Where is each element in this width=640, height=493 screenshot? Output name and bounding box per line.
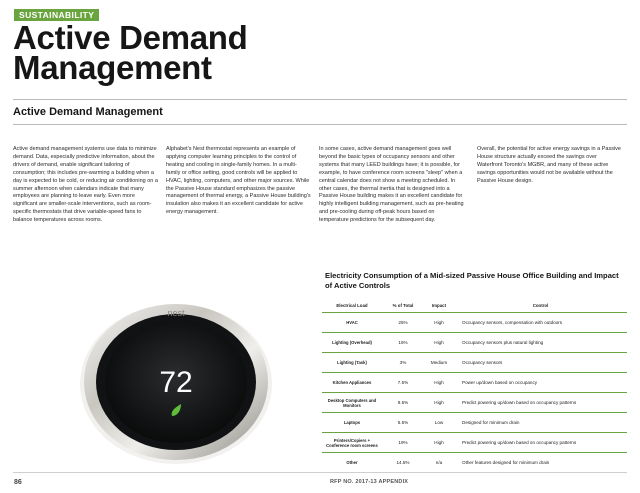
- col-header-load: Electrical Load: [322, 299, 382, 313]
- page-title-line-2: Management: [13, 49, 212, 86]
- cell-load: Other: [322, 453, 382, 473]
- running-footer: RFP NO. 2017-13 APPENDIX: [330, 479, 409, 485]
- cell-impact: High: [424, 393, 454, 413]
- cell-load: Lighting (Task): [322, 353, 382, 373]
- table-header-row: [322, 299, 627, 313]
- table-row: [322, 453, 627, 473]
- col-header-impact: Impact: [424, 299, 454, 313]
- cell-control: Occupancy sensors: [454, 353, 627, 373]
- table-row: [322, 353, 627, 373]
- table-row: [322, 433, 627, 453]
- cell-percent: 3%: [382, 353, 424, 373]
- cell-percent: 14.5%: [382, 453, 424, 473]
- table-row: [322, 413, 627, 433]
- cell-impact: Medium: [424, 353, 454, 373]
- cell-percent: 16%: [382, 333, 424, 353]
- electricity-table: [322, 299, 627, 473]
- cell-impact: High: [424, 333, 454, 353]
- nest-thermostat-image: [77, 300, 275, 465]
- body-column-3: In some cases, active demand management goes well beyond the basic types of occupancy sensors and other systems that many LEED buildings have; it is possible, for example, to have conference room screens "sleep" when a central calendar does not show a meeting scheduled. In other cases, the thermal inertia that is designed into a Passive House building makes it an excellent candidate for highly intelligent building management, such as pre-heating and pre-cooling during off-peak hours based on temperature predictions for the subsequent day.: [319, 146, 464, 224]
- table-row: [322, 313, 627, 333]
- cell-load: Lighting (Overhead): [322, 333, 382, 353]
- cell-percent: 6.5%: [382, 413, 424, 433]
- cell-control: Predict powering up/down based on occupancy patterns: [454, 433, 627, 453]
- thermostat-brand: nest: [167, 308, 185, 318]
- cell-percent: 9.5%: [382, 393, 424, 413]
- table-row: [322, 373, 627, 393]
- cell-control: Occupancy sensors plus natural lighting: [454, 333, 627, 353]
- cell-control: Designed for minimum drain: [454, 413, 627, 433]
- section-tag: SUSTAINABILITY: [14, 9, 99, 21]
- cell-control: Power up/down based on occupancy: [454, 373, 627, 393]
- cell-load: Kitchen Appliances: [322, 373, 382, 393]
- cell-control: Predict powering up/down based on occupancy patterns: [454, 393, 627, 413]
- table-row: [322, 333, 627, 353]
- cell-impact: n/a: [424, 453, 454, 473]
- cell-load: Laptops: [322, 413, 382, 433]
- cell-impact: High: [424, 313, 454, 333]
- cell-impact: High: [424, 433, 454, 453]
- body-column-4: Overall, the potential for active energy savings in a Passive House structure actually exceed the savings over Waterfront Toronto's MGBR, and many of these active savings opportunities would not be available without the Passive House design.: [477, 146, 621, 184]
- footer-divider: [13, 472, 627, 473]
- page-title: [13, 19, 248, 86]
- cell-impact: High: [424, 373, 454, 393]
- table-row: [322, 393, 627, 413]
- cell-control: Occupancy sensors, compensation with outdoors: [454, 313, 627, 333]
- cell-load: Printers/Copiers + Conference room screens: [322, 433, 382, 453]
- cell-impact: Low: [424, 413, 454, 433]
- thermostat-temperature: 72: [159, 366, 193, 399]
- cell-percent: 7.5%: [382, 373, 424, 393]
- table-title: Electricity Consumption of a Mid-sized Passive House Office Building and Impact of Active Controls: [325, 271, 619, 290]
- page-number: 86: [14, 479, 22, 486]
- cell-percent: 19%: [382, 433, 424, 453]
- page-title-line-1: Active Demand: [13, 19, 248, 56]
- divider-under-subheading: [13, 124, 627, 125]
- body-column-1: Active demand management systems use data to minimize demand. Data, especially predictive information, about the drivers of demand, enable significant tailoring of consumption; this includes pre-warming a building when a day is expected to be cold, or reducing air conditioning on a summer afternoon when calendars indicate that many employees are planning to leave early. Even more significant are smaller-scale interventions, such as room-specific thermostats that drive variable-speed fans to balance temperatures across rooms.: [13, 146, 158, 224]
- col-header-control: Control: [454, 299, 627, 313]
- divider-top: [13, 99, 627, 100]
- cell-control: Other features designed for minimum drain: [454, 453, 627, 473]
- cell-load: HVAC: [322, 313, 382, 333]
- subheading: Active Demand Management: [13, 106, 163, 118]
- body-column-2: Alphabet's Nest thermostat represents an example of applying computer learning principles to the control of heating and cooling in single-family homes. In a multi-family or office setting, good controls will be applied to HVAC, lighting, computers, and other major sources. While the Passive House standard emphasizes the passive management of thermal energy, a Passive House building's insulation also makes it an excellent candidate for active energy management.: [166, 146, 311, 216]
- col-header-percent: % of Total: [382, 299, 424, 313]
- cell-load: Desktop Computers and Monitors: [322, 393, 382, 413]
- cell-percent: 25%: [382, 313, 424, 333]
